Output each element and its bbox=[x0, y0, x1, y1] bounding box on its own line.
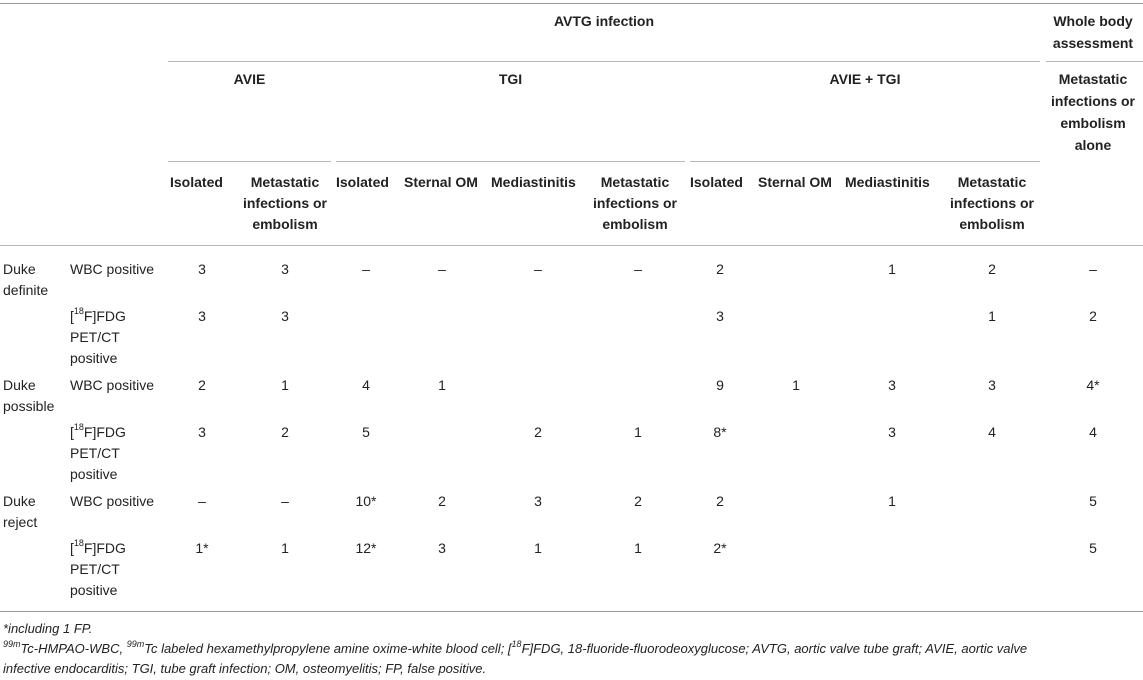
col-tgi-meta-1: Metastatic bbox=[600, 174, 670, 190]
value-cell: 1 bbox=[281, 540, 289, 556]
group-label-duke-reject-2: reject bbox=[3, 514, 38, 530]
sub-label-fdg: [$^{18}$F]FDG bbox=[70, 306, 126, 324]
value-cell: 5 bbox=[362, 424, 370, 440]
value-cell: 1 bbox=[988, 308, 996, 324]
col-at-isolated: Isolated bbox=[690, 174, 743, 190]
value-cell: 5 bbox=[1089, 540, 1097, 556]
value-cell: 3 bbox=[198, 261, 206, 277]
header-bottom-rule bbox=[0, 245, 1143, 246]
value-cell: 3 bbox=[281, 261, 289, 277]
col-avie-meta-2: infections or bbox=[242, 195, 327, 211]
value-cell: – bbox=[438, 261, 446, 277]
value-cell: 2 bbox=[716, 493, 724, 509]
footnote-abbreviations: $^{99m}$Tc-HMPAO-WBC, $^{99m}$Tc labeled hexamethylpropylene amine oxime-white blood cell; [$^{18}$F]FDG, 18-fluoride-fluorodeoxyglucose; AVTG, aortic valve tube graft; AVIE, aortic valve bbox=[3, 638, 1028, 656]
value-cell: – bbox=[281, 493, 289, 509]
value-cell: 9 bbox=[716, 377, 724, 393]
sub-label-wbc: WBC positive bbox=[70, 493, 155, 509]
value-cell: 2 bbox=[198, 377, 206, 393]
value-cell: 3 bbox=[534, 493, 542, 509]
value-cell: 4 bbox=[988, 424, 996, 440]
value-cell: 2 bbox=[1089, 308, 1097, 324]
value-cell: 2 bbox=[281, 424, 289, 440]
header-rule-avie bbox=[168, 161, 331, 162]
group-label-duke-possible-1: Duke bbox=[3, 377, 36, 393]
col-at-meta-3: embolism bbox=[959, 216, 1025, 232]
col-at-mediastinitis: Mediastinitis bbox=[845, 174, 930, 190]
value-cell: 2 bbox=[988, 261, 996, 277]
value-cell: 1 bbox=[281, 377, 289, 393]
col-avie-meta-3: embolism bbox=[252, 216, 318, 232]
value-cell: – bbox=[198, 493, 206, 509]
sub-label-fdg: [$^{18}$F]FDG bbox=[70, 422, 126, 440]
avtg-group-header: AVTG infection bbox=[553, 13, 655, 29]
sub-label-fdg-3: positive bbox=[70, 350, 118, 366]
col-avie-isolated: Isolated bbox=[170, 174, 223, 190]
value-cell: 8* bbox=[713, 424, 727, 440]
value-cell: 2 bbox=[438, 493, 446, 509]
sub-label-fdg-3: positive bbox=[70, 582, 118, 598]
value-cell: 2 bbox=[534, 424, 542, 440]
col-at-meta-1: Metastatic bbox=[957, 174, 1027, 190]
value-cell: – bbox=[634, 261, 642, 277]
col-tgi-meta-2: infections or bbox=[592, 195, 677, 211]
col-tgi-meta-3: embolism bbox=[602, 216, 668, 232]
value-cell: 3 bbox=[888, 377, 896, 393]
col-tgi-mediastinitis: Mediastinitis bbox=[491, 174, 576, 190]
value-cell: 5 bbox=[1089, 493, 1097, 509]
sub-label-wbc: WBC positive bbox=[70, 261, 155, 277]
whole-meta-line3: embolism bbox=[1060, 115, 1126, 131]
table-top-rule bbox=[0, 3, 1143, 4]
whole-meta-line4: alone bbox=[1074, 137, 1112, 153]
group-label-duke-definite-2: definite bbox=[3, 282, 49, 298]
value-cell: 1 bbox=[634, 424, 642, 440]
value-cell: 3 bbox=[198, 308, 206, 324]
value-cell: 4 bbox=[1089, 424, 1097, 440]
sub-label-fdg-2: PET/CT bbox=[70, 329, 120, 345]
avie-header: AVIE bbox=[233, 71, 266, 87]
value-cell: 2* bbox=[713, 540, 727, 556]
value-cell: 1 bbox=[792, 377, 800, 393]
value-cell: 2 bbox=[634, 493, 642, 509]
group-label-duke-possible-2: possible bbox=[3, 398, 55, 414]
sub-label-fdg-3: positive bbox=[70, 466, 118, 482]
value-cell: 3 bbox=[281, 308, 289, 324]
header-rule-avtg bbox=[168, 61, 1040, 62]
value-cell: 3 bbox=[198, 424, 206, 440]
value-cell: 1 bbox=[534, 540, 542, 556]
value-cell: 3 bbox=[438, 540, 446, 556]
whole-meta-line1: Metastatic bbox=[1058, 71, 1128, 87]
value-cell: 3 bbox=[888, 424, 896, 440]
header-rule-tgi bbox=[336, 161, 685, 162]
col-avie-meta-1: Metastatic bbox=[250, 174, 320, 190]
sub-label-fdg-2: PET/CT bbox=[70, 445, 120, 461]
value-cell: 12* bbox=[355, 540, 377, 556]
sub-label-fdg-2: PET/CT bbox=[70, 561, 120, 577]
col-tgi-sternal: Sternal OM bbox=[404, 174, 478, 190]
value-cell: 4* bbox=[1086, 377, 1100, 393]
header-rule-whole bbox=[1046, 61, 1143, 62]
whole-meta-line2: infections or bbox=[1050, 93, 1135, 109]
whole-body-header-line1: Whole body bbox=[1053, 13, 1133, 29]
footnote-fp: *including 1 FP. bbox=[3, 621, 93, 636]
sub-label-fdg: [$^{18}$F]FDG bbox=[70, 538, 126, 556]
value-cell: 1 bbox=[888, 261, 896, 277]
value-cell: 1 bbox=[634, 540, 642, 556]
group-label-duke-reject-1: Duke bbox=[3, 493, 36, 509]
avie-tgi-header: AVIE + TGI bbox=[829, 71, 901, 87]
tgi-header: TGI bbox=[498, 71, 523, 87]
value-cell: – bbox=[534, 261, 542, 277]
value-cell: 1 bbox=[888, 493, 896, 509]
table-bottom-rule bbox=[0, 611, 1143, 612]
value-cell: – bbox=[362, 261, 370, 277]
value-cell: 3 bbox=[988, 377, 996, 393]
value-cell: 4 bbox=[362, 377, 370, 393]
whole-body-header-line2: assessment bbox=[1052, 35, 1134, 51]
value-cell: 10* bbox=[355, 493, 377, 509]
col-at-sternal: Sternal OM bbox=[758, 174, 832, 190]
value-cell: 2 bbox=[716, 261, 724, 277]
value-cell: 1 bbox=[438, 377, 446, 393]
col-tgi-isolated: Isolated bbox=[336, 174, 389, 190]
group-label-duke-definite-1: Duke bbox=[3, 261, 36, 277]
value-cell: 1* bbox=[195, 540, 209, 556]
footnote-abbreviations-2: infective endocarditis; TGI, tube graft infection; OM, osteomyelitis; FP, false positive. bbox=[3, 661, 487, 676]
header-rule-avie-tgi bbox=[690, 161, 1040, 162]
sub-label-wbc: WBC positive bbox=[70, 377, 155, 393]
value-cell: 3 bbox=[716, 308, 724, 324]
col-at-meta-2: infections or bbox=[949, 195, 1034, 211]
value-cell: – bbox=[1089, 261, 1097, 277]
